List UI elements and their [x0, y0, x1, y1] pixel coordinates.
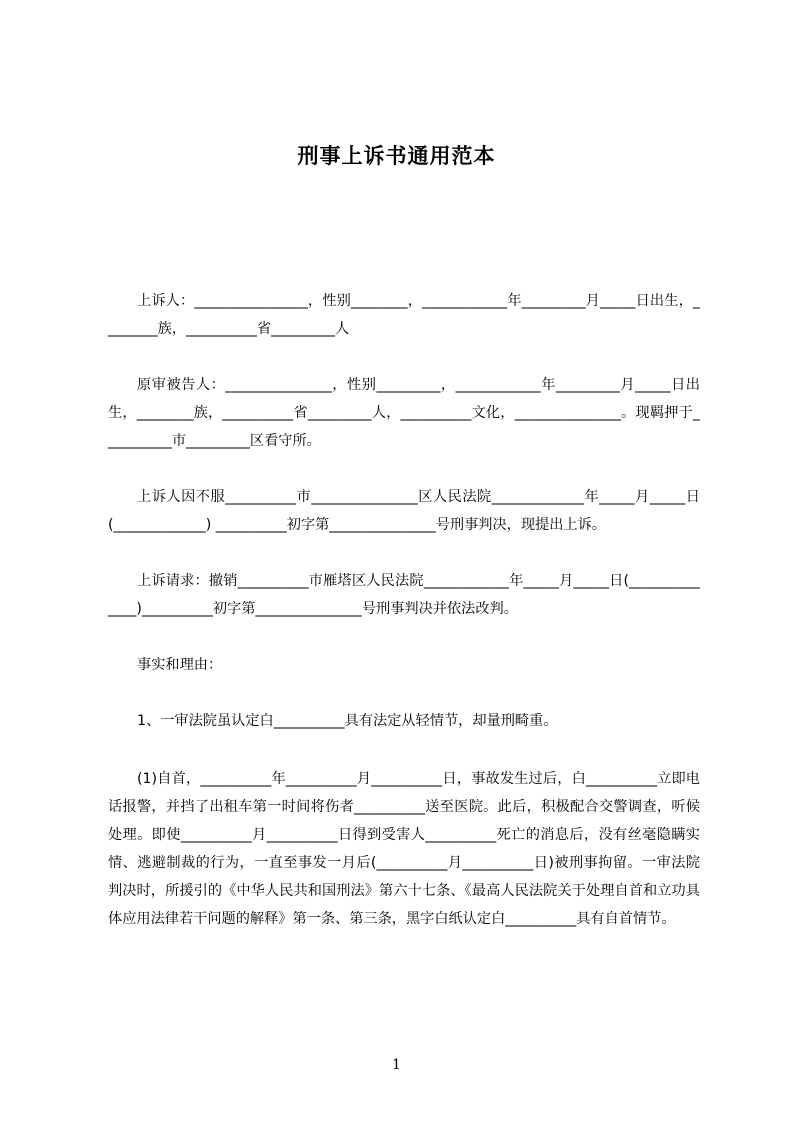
paragraph-appellant: 上诉人：________________，性别________，____________年_________月_____日出生，________族，__________省_________人	[108, 293, 700, 337]
document-title: 刑事上诉书通用范本	[297, 144, 496, 168]
paragraph-appeal-request: 上诉请求：撤销__________市雁塔区人民法院____________年_____月_____日(______________)__________初字第_______________号刑事判决并依法改判。	[108, 573, 700, 617]
document-body	[108, 287, 700, 933]
paragraph-point-1: 1、一审法院虽认定白__________具有法定从轻情节，却量刑畸重。	[137, 713, 558, 729]
paragraph-facts-heading: 事实和理由：	[137, 657, 223, 673]
paragraph-original-defendant: 原审被告人：_______________，性别_________，____________年_________月_____日出生，________族，__________省_________人，__________文化，_______________。现羁押于__________市_________区看守所。	[108, 377, 700, 449]
page-number: 1	[392, 1057, 401, 1073]
paragraph-appeal-reason: 上诉人因不服__________市_______________区人民法院_____________年_____月_____日(_____________) __________初字第_______________号刑事判决，现提出上诉。	[108, 489, 700, 533]
paragraph-surrender: (1)自首，__________年__________月__________日，事故发生过后，白__________立即电话报警，并挡了出租车第一时间将伤者__________送至医院。此后，积极配合交警调查，听候处理。即使__________月__________日得到受害人__________死亡的消息后，没有丝毫隐瞒实情、逃避制裁的行为，一直至事发一月后(__________月__________日)被刑事拘留。一审法院判决时，所援引的《中华人民共和国刑法》第六十七条、《最高人民法院关于处理自首和立功具体应用法律若干问题的解释》第一条、第三条，黑字白纸认定白__________具有自首情节。	[108, 771, 700, 927]
